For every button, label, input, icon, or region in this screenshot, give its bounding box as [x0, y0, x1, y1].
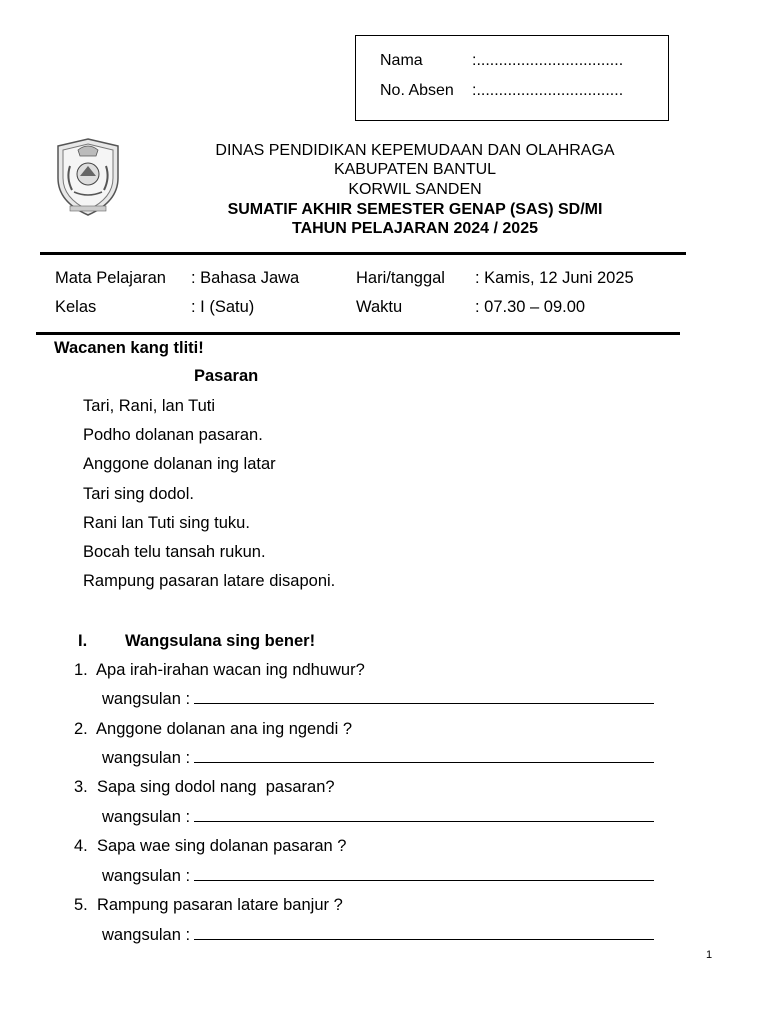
question-1	[74, 661, 365, 680]
day-label: Hari/tanggal	[356, 269, 445, 287]
absence-number-label: No. Absen	[380, 82, 454, 99]
answer-line-3[interactable]	[194, 820, 654, 822]
section-title: Wangsulana sing bener!	[125, 632, 316, 650]
answer-line-2[interactable]	[194, 761, 654, 763]
time-value: : 07.30 – 09.00	[475, 298, 586, 316]
question-text: Rampung pasaran latare banjur ?	[96, 896, 343, 914]
question-text: Sapa wae sing dolanan pasaran ?	[96, 837, 347, 855]
answer-label: wangsulan :	[102, 926, 191, 944]
time-label: Waktu	[356, 298, 403, 316]
subject-label: Mata Pelajaran	[55, 269, 166, 287]
answer-4	[102, 867, 654, 886]
reading-title: Pasaran	[194, 367, 259, 385]
header-academic-year: TAHUN PELAJARAN 2024 / 2025	[291, 220, 538, 237]
question-5	[74, 896, 343, 915]
reading-line: Tari sing dodol.	[83, 485, 194, 503]
answer-label: wangsulan :	[102, 749, 191, 767]
page-number: 1	[706, 949, 713, 961]
subject-value: : Bahasa Jawa	[191, 269, 300, 287]
name-label: Nama	[380, 52, 423, 69]
section-numeral: I.	[78, 632, 88, 650]
question-text: Anggone dolanan ana ing ngendi ?	[96, 720, 353, 738]
name-field[interactable]: :.................................	[472, 52, 624, 69]
header-regency: KABUPATEN BANTUL	[333, 161, 497, 178]
absence-number-field[interactable]: :.................................	[472, 82, 624, 99]
answer-line-1[interactable]	[194, 702, 654, 704]
question-2	[74, 720, 352, 739]
answer-5	[102, 926, 654, 945]
header-agency: DINAS PENDIDIKAN KEPEMUDAAN DAN OLAHRAGA	[215, 142, 615, 159]
header-divider	[40, 252, 686, 255]
reading-line: Anggone dolanan ing latar	[83, 455, 276, 473]
answer-3	[102, 808, 654, 827]
question-number: 5.	[74, 896, 88, 914]
info-divider	[36, 332, 680, 335]
reading-line: Rampung pasaran latare disaponi.	[83, 572, 336, 590]
reading-line: Rani lan Tuti sing tuku.	[83, 514, 250, 532]
reading-instruction: Wacanen kang tliti!	[54, 339, 204, 357]
question-4	[74, 837, 346, 856]
question-number: 1.	[74, 661, 88, 679]
question-text: Apa irah-irahan wacan ing ndhuwur?	[96, 661, 365, 679]
answer-label: wangsulan :	[102, 867, 191, 885]
absence-number-row	[380, 82, 623, 100]
header-region: KORWIL SANDEN	[348, 181, 482, 198]
class-value: : I (Satu)	[191, 298, 255, 316]
answer-label: wangsulan :	[102, 690, 191, 708]
question-3	[74, 778, 335, 797]
question-number: 4.	[74, 837, 88, 855]
reading-line: Bocah telu tansah rukun.	[83, 543, 266, 561]
answer-1	[102, 690, 654, 709]
day-value: : Kamis, 12 Juni 2025	[475, 269, 634, 287]
reading-line: Tari, Rani, lan Tuti	[83, 397, 216, 415]
reading-line: Podho dolanan pasaran.	[83, 426, 263, 444]
name-row	[380, 52, 623, 70]
answer-label: wangsulan :	[102, 808, 191, 826]
class-label: Kelas	[55, 298, 97, 316]
student-identity-box	[355, 35, 669, 121]
answer-line-4[interactable]	[194, 879, 654, 881]
header-exam-title: SUMATIF AKHIR SEMESTER GENAP (SAS) SD/MI	[227, 201, 603, 218]
question-number: 2.	[74, 720, 88, 738]
answer-2	[102, 749, 654, 768]
question-number: 3.	[74, 778, 88, 796]
answer-line-5[interactable]	[194, 938, 654, 940]
question-text: Sapa sing dodol nang pasaran?	[96, 778, 335, 796]
